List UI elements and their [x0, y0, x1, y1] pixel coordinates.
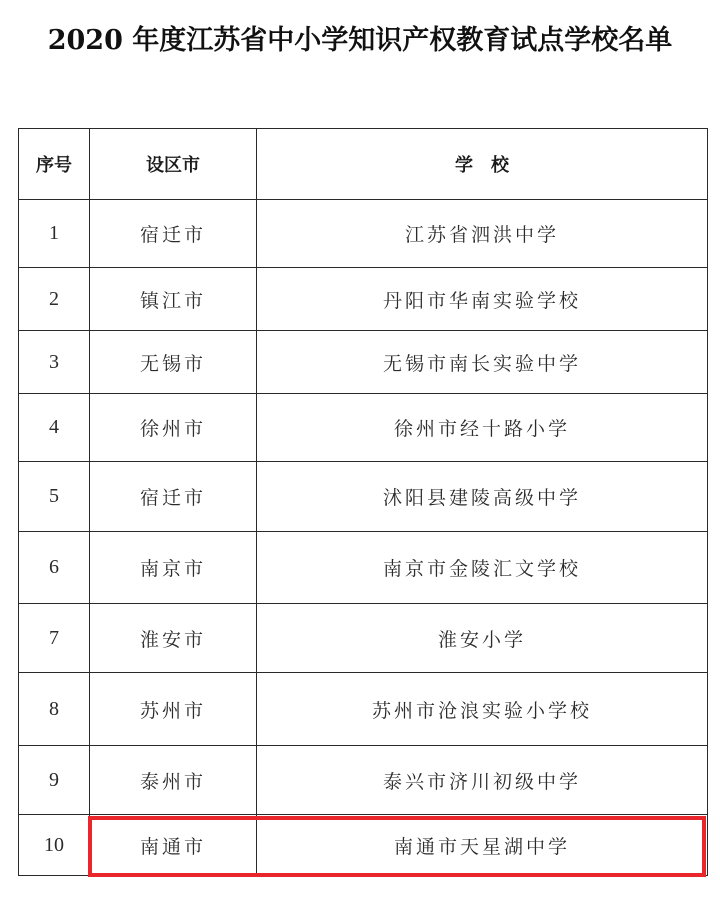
row-index: 3	[19, 331, 90, 394]
table-row	[19, 331, 708, 394]
row-index: 2	[19, 268, 90, 331]
row-school: 丹阳市华南实验学校	[257, 268, 708, 331]
row-school: 沭阳县建陵高级中学	[257, 462, 708, 532]
header-row	[19, 129, 708, 200]
document-title: 2020 年度江苏省中小学知识产权教育试点学校名单	[47, 25, 673, 56]
row-city: 苏州市	[90, 673, 257, 746]
table-row	[19, 532, 708, 604]
table-row	[19, 604, 708, 673]
school-list-table-container	[18, 128, 707, 876]
row-city: 淮安市	[90, 604, 257, 673]
row-city: 南京市	[90, 532, 257, 604]
table-row	[19, 268, 708, 331]
row-index: 10	[19, 815, 90, 876]
row-index: 6	[19, 532, 90, 604]
header-city: 设区市	[90, 129, 257, 200]
table-row	[19, 746, 708, 815]
row-city: 宿迁市	[90, 462, 257, 532]
row-school: 无锡市南长实验中学	[257, 331, 708, 394]
header-index: 序号	[19, 129, 90, 200]
row-city: 镇江市	[90, 268, 257, 331]
table-header	[19, 129, 708, 200]
table-body	[19, 200, 708, 876]
header-school: 学 校	[257, 129, 708, 200]
row-index: 5	[19, 462, 90, 532]
row-school: 江苏省泗洪中学	[257, 200, 708, 268]
table-row	[19, 462, 708, 532]
row-school: 泰兴市济川初级中学	[257, 746, 708, 815]
row-index: 4	[19, 394, 90, 462]
row-school: 淮安小学	[257, 604, 708, 673]
table-row-highlighted	[19, 815, 708, 876]
row-city: 泰州市	[90, 746, 257, 815]
row-city: 无锡市	[90, 331, 257, 394]
row-index: 1	[19, 200, 90, 268]
table-row	[19, 394, 708, 462]
row-school: 苏州市沧浪实验小学校	[257, 673, 708, 746]
table-row	[19, 673, 708, 746]
row-school: 南京市金陵汇文学校	[257, 532, 708, 604]
row-city: 南通市	[90, 815, 257, 876]
school-list-table	[18, 128, 708, 876]
row-city: 徐州市	[90, 394, 257, 462]
row-index: 8	[19, 673, 90, 746]
row-index: 9	[19, 746, 90, 815]
row-school: 徐州市经十路小学	[257, 394, 708, 462]
row-city: 宿迁市	[90, 200, 257, 268]
row-school: 南通市天星湖中学	[257, 815, 708, 876]
row-index: 7	[19, 604, 90, 673]
table-row	[19, 200, 708, 268]
